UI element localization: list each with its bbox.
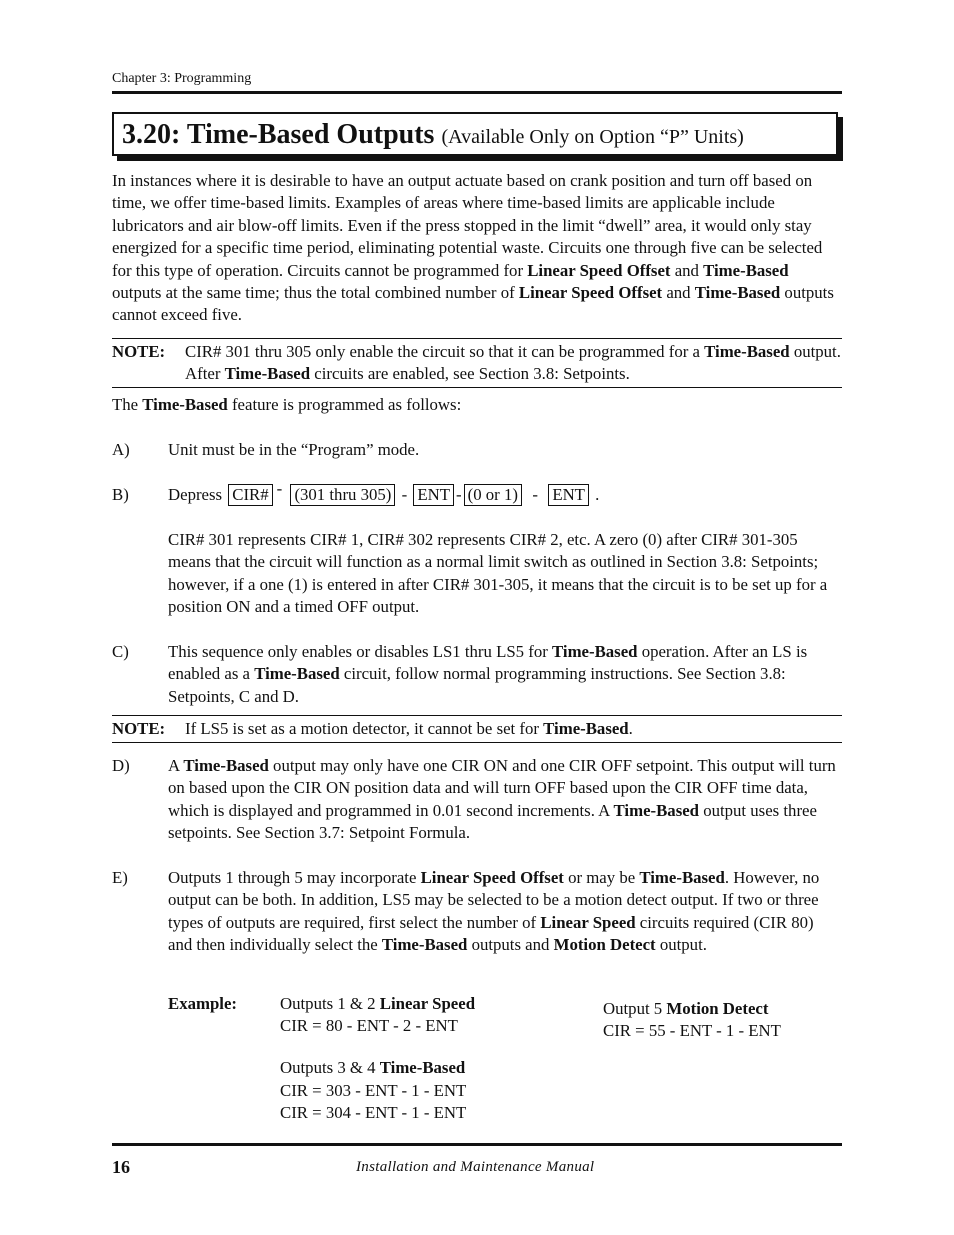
- feature-intro: The Time-Based feature is programmed as follows:: [112, 395, 462, 414]
- key-ent: ENT: [548, 484, 589, 506]
- item-a-letter: A): [112, 440, 130, 459]
- example-group-time-based: Outputs 3 & 4 Time-Based: [280, 1058, 466, 1077]
- item-c-text: This sequence only enables or disables LS1 thru LS5 for Time-Based operation. After an LS is enabled as a Time-Based circuit, follow normal programming instructions. See Section 3.8: Setpoints, C and D.: [168, 642, 808, 706]
- section-title: [122, 117, 744, 155]
- key-cir: CIR#: [228, 484, 272, 506]
- note-1: [112, 341, 842, 385]
- section-title-main: 3.20: Time-Based Outputs: [122, 119, 435, 150]
- item-e-letter: E): [112, 868, 128, 887]
- note-text: CIR# 301 thru 305 only enable the circuit so that it can be programmed for a Time-Based output. After Time-Based circuits are enabled, see Section 3.8: Setpoints.: [185, 342, 841, 384]
- key-ent: ENT: [413, 484, 454, 506]
- key-zero-or-one: (0 or 1): [464, 484, 522, 506]
- key-separator: -: [456, 485, 462, 504]
- item-c-letter: C): [112, 642, 129, 661]
- example-line: CIR = 303 - ENT - 1 - ENT: [280, 1081, 467, 1100]
- depress-text: Depress: [168, 485, 223, 504]
- note1-bottom-rule: [112, 387, 842, 388]
- key-separator: -: [532, 485, 538, 504]
- key-separator: -: [276, 479, 283, 498]
- note2-bottom-rule: [112, 742, 842, 743]
- note-label: NOTE:: [112, 342, 166, 361]
- section-title-box: [112, 112, 838, 156]
- page-number: 16: [112, 1157, 130, 1177]
- key-separator: -: [401, 485, 408, 504]
- item-a-text: Unit must be in the “Program” mode.: [168, 440, 420, 459]
- example-line: CIR = 55 - ENT - 1 - ENT: [603, 1021, 781, 1040]
- footer-manual-title: Installation and Maintenance Manual: [356, 1159, 595, 1175]
- example-line: CIR = 304 - ENT - 1 - ENT: [280, 1103, 467, 1122]
- item-e-text: Outputs 1 through 5 may incorporate Linear Speed Offset or may be Time-Based. However, no output can be both. In addition, LS5 may be selected to be a motion detect output. If two or three types of outputs are required, first select the number of Linear Speed circuits required (CIR 80) and then individually select the Time-Based outputs and Motion Detect output.: [168, 868, 820, 955]
- intro-paragraph: In instances where it is desirable to have an output actuate based on crank position and turn off based on time, we offer time-based limits. Examples of areas where time-based limits are applicable include lubricators and air blow-off limits. Even if the press stopped in the limit “dwell” area, it would only stay energized for a specific time period, eliminating potential waste. Circuits one through five can be selected for this type of operation. Circuits cannot be programmed for Linear Speed Offset and Time-Based outputs at the same time; thus the total combined number of Linear Speed Offset and Time-Based outputs cannot exceed five.: [112, 171, 834, 325]
- key-period: .: [595, 485, 600, 504]
- item-d-text: A Time-Based output may only have one CIR ON and one CIR OFF setpoint. This output will turn on based upon the CIR ON position data and will turn OFF based upon the CIR OFF time data, which is displayed and programmed in 0.01 second increments. A Time-Based output uses three setpoints. See Section 3.7: Setpoint Formula.: [168, 756, 836, 843]
- example-group-linear-speed: Outputs 1 & 2 Linear Speed: [280, 994, 476, 1013]
- note-2: [112, 718, 842, 740]
- example-group-motion-detect: Output 5 Motion Detect: [603, 999, 769, 1018]
- footer-rule: [112, 1143, 842, 1146]
- item-d-letter: D): [112, 756, 130, 775]
- item-b-detail: CIR# 301 represents CIR# 1, CIR# 302 represents CIR# 2, etc. A zero (0) after CIR# 301-305 means that the circuit will function as a normal limit switch as outlined in Section 3.8: Setpoints; however, if a one (1) is entered in after CIR# 301-305, it means that the circuit is to be set up for a position ON and a timed OFF output.: [168, 530, 828, 617]
- note2-top-rule: [112, 715, 842, 716]
- header-rule: [112, 91, 842, 94]
- key-circuit-range: (301 thru 305): [290, 484, 395, 506]
- item-b-letter: B): [112, 485, 129, 504]
- example-line: CIR = 80 - ENT - 2 - ENT: [280, 1016, 458, 1035]
- note-text: If LS5 is set as a motion detector, it cannot be set for Time-Based.: [185, 719, 633, 738]
- example-label: Example:: [168, 994, 237, 1013]
- chapter-header: Chapter 3: Programming: [112, 71, 252, 86]
- item-b-keys: [168, 479, 840, 506]
- note1-top-rule: [112, 338, 842, 339]
- note-label: NOTE:: [112, 719, 166, 738]
- section-title-sub: (Available Only on Option “P” Units): [441, 126, 744, 148]
